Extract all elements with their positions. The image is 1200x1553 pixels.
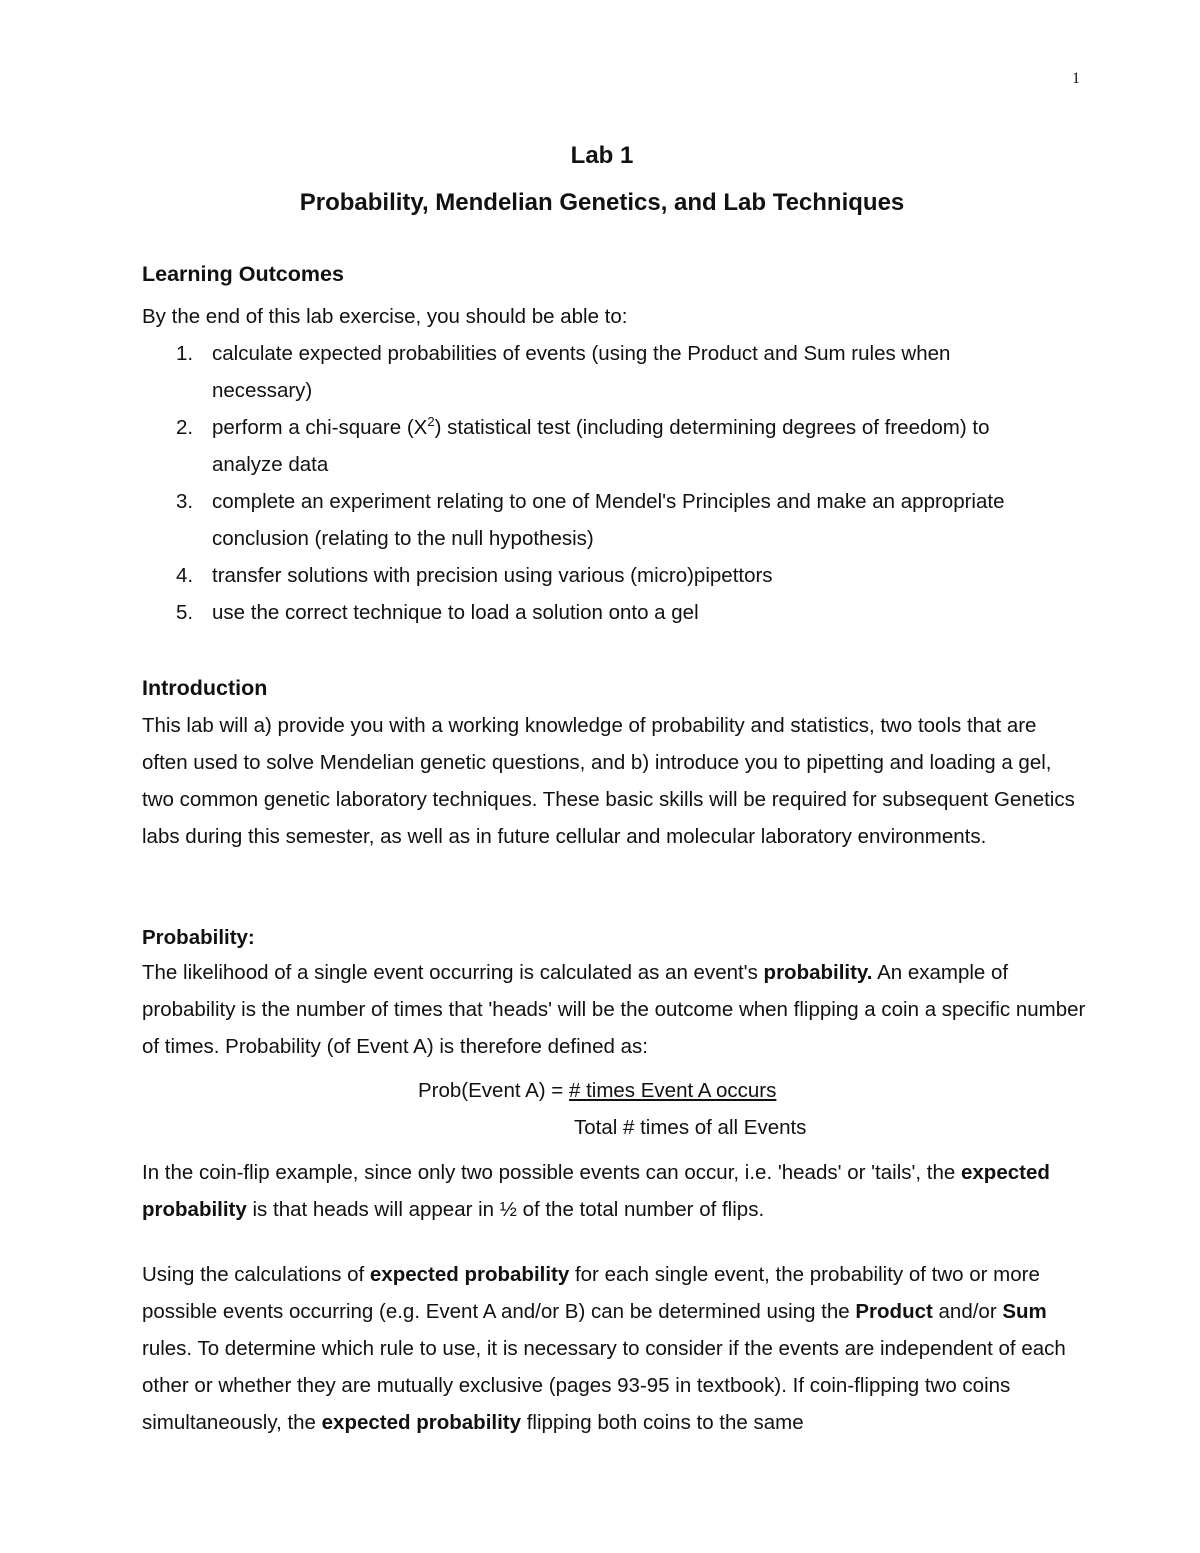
lab-subtitle: Probability, Mendelian Genetics, and Lab Techniques — [299, 189, 905, 216]
probability-formula — [418, 1076, 776, 1106]
probability-paragraph-1: The likelihood of a single event occurring is calculated as an event's probability. An example of probability is the number of times that 'heads' will be the outcome when flipping a coin a specific number of times. Probability (of Event A) is therefore defined as: — [142, 961, 1086, 1058]
list-number: 4. — [176, 564, 194, 587]
superscript: 2 — [427, 414, 435, 430]
learning-outcomes-intro: By the end of this lab exercise, you should be able to: — [142, 305, 628, 328]
list-number: 2. — [176, 416, 194, 439]
learning-outcomes-list — [142, 335, 1087, 631]
bold-term: expected probability — [321, 1411, 522, 1434]
list-text: complete an experiment relating to one of Mendel's Principles and make an appropriate conclusion (relating to the null hypothesis) — [212, 490, 1005, 550]
bold-term: Product — [855, 1300, 933, 1323]
introduction-heading: Introduction — [142, 676, 268, 700]
list-item — [142, 335, 1012, 409]
bold-term: expected probability — [369, 1263, 570, 1286]
list-text: calculate expected probabilities of events (using the Product and Sum rules when necessary) — [212, 342, 951, 402]
list-number: 3. — [176, 490, 194, 513]
list-number: 1. — [176, 342, 194, 365]
bold-term: probability. — [763, 961, 873, 984]
list-text: use the correct technique to load a solution onto a gel — [212, 601, 699, 624]
lab-title: Lab 1 — [570, 142, 634, 169]
formula-numerator: # times Event A occurs — [568, 1079, 777, 1102]
probability-paragraph-3: Using the calculations of expected probability for each single event, the probability of two or more possible events occurring (e.g. Event A and/or B) can be determined using the Product and/or Sum rules. To determine which rule to use, it is necessary to consider if the events are independent of each other or whether they are mutually exclusive (pages 93-95 in textbook). If coin-flipping two coins simultaneously, the expected probability flipping both coins to the same — [142, 1263, 1066, 1434]
list-text: perform a chi-square $(X^2)$ statistical test (including determining degrees of freedom) to analyze data — [212, 414, 990, 476]
bold-term: expected probability — [142, 1161, 1050, 1221]
list-item — [142, 409, 1062, 483]
page-number: 1 — [1072, 70, 1080, 87]
formula-denominator: Total # times of all Events — [574, 1116, 807, 1139]
list-number: 5. — [176, 601, 194, 624]
introduction-section — [142, 707, 1087, 855]
formula-lhs: Prob(Event A) = — [418, 1079, 569, 1102]
bold-term: Sum — [1002, 1300, 1047, 1323]
learning-outcomes-section — [142, 298, 1087, 631]
probability-heading: Probability: — [142, 926, 255, 949]
introduction-paragraph: This lab will a) provide you with a working knowledge of probability and statistics, two tools that are often used to solve Mendelian genetic questions, and b) introduce you to pipetting and loading a gel, two common genetic laboratory techniques. These basic skills will be required for subsequent Genetics labs during this semester, as well as in future cellular and molecular laboratory environments. — [142, 714, 1075, 848]
list-item — [142, 594, 1087, 631]
learning-outcomes-heading: Learning Outcomes — [142, 262, 344, 286]
list-item — [142, 557, 1087, 594]
list-item — [142, 483, 1087, 557]
list-text: transfer solutions with precision using various (micro)pipettors — [212, 564, 773, 587]
probability-paragraph-2: In the coin-flip example, since only two possible events can occur, i.e. 'heads' or 'tails', the expected probability is that heads will appear in ½ of the total number of flips. — [142, 1161, 1050, 1221]
